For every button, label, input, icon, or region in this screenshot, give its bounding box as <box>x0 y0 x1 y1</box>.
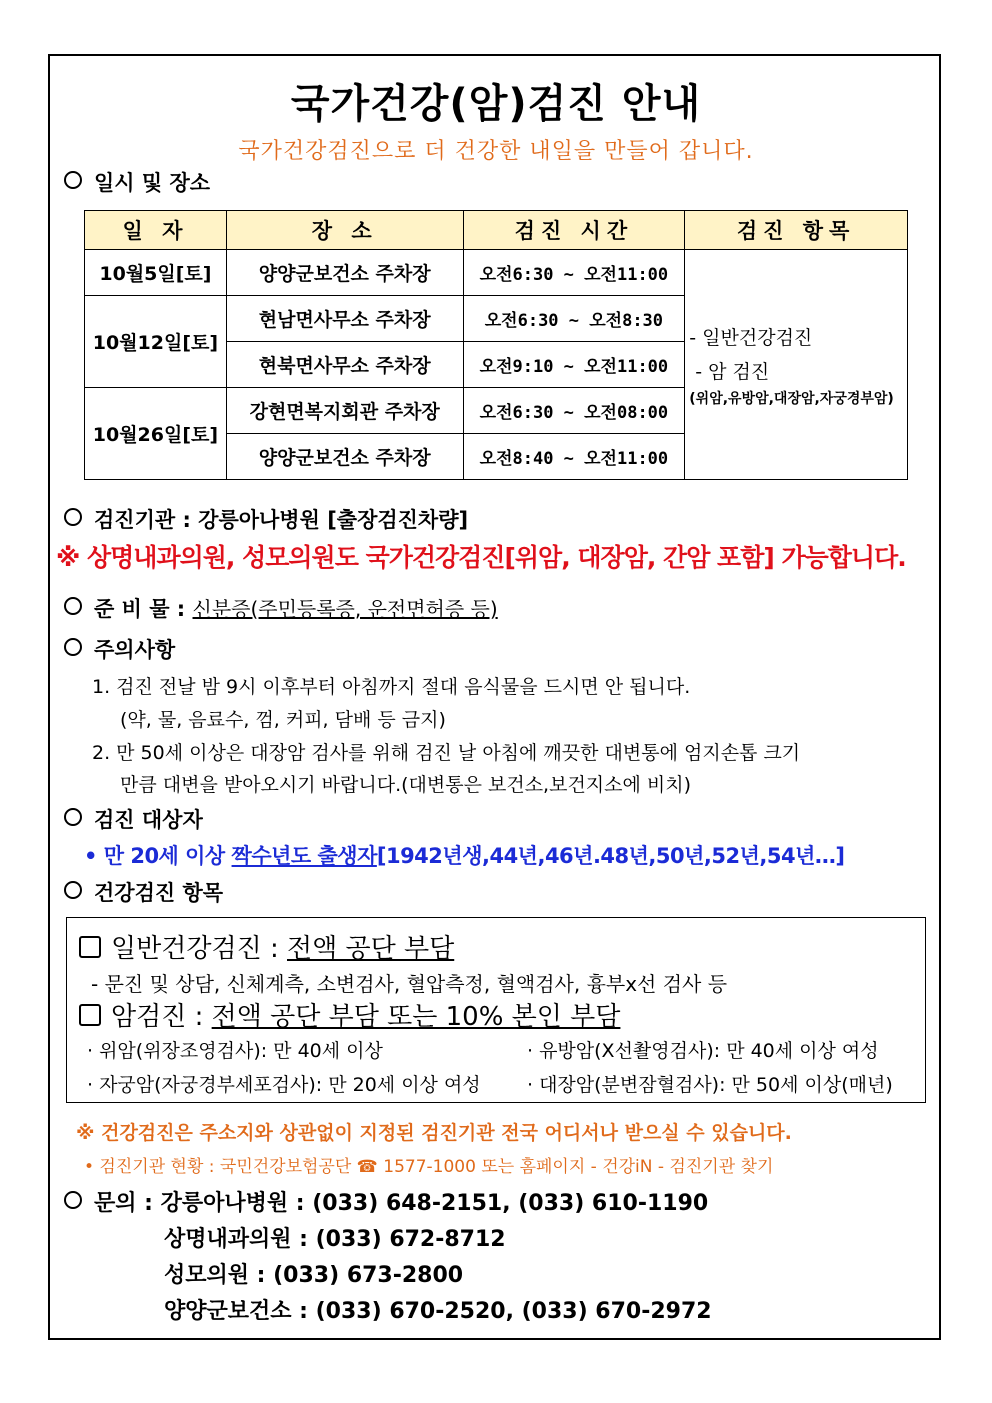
exam-items-cell <box>685 250 908 480</box>
cancer-item: · 자궁암(자궁경부세포검사): 만 20세 이상 여성 <box>87 1074 481 1096</box>
exam-items-box <box>66 917 926 1103</box>
page-subtitle: 국가건강검진으로 더 건강한 내일을 만들어 갑니다. <box>238 139 754 164</box>
page-title: 국가건강(암)검진 안내 <box>290 81 702 127</box>
row-place: 현남면사무소 주차장 <box>226 296 463 342</box>
caution-2-cont: 만큼 대변을 받아오시기 바랍니다.(대변통은 보건소,보건지소에 비치) <box>120 774 692 796</box>
caution-1: 1. 검진 전날 밤 9시 이후부터 아침까지 절대 음식물을 드시면 안 됩니다. <box>92 676 691 698</box>
row-place: 강현면복지회관 주차장 <box>226 388 463 434</box>
exam-item-cancer: - 암 검진 <box>695 360 770 383</box>
schedule-table <box>84 210 908 480</box>
contact-line: 양양군보건소 : (033) 670-2520, (033) 670-2972 <box>164 1299 712 1324</box>
checkbox-square-icon <box>79 1004 101 1026</box>
row-time: 오전6:30 ~ 오전11:00 <box>463 250 685 296</box>
prep-value: 신분증(주민등록증, 운전면허증 등) <box>192 597 498 621</box>
row-place: 양양군보건소 주차장 <box>226 434 463 480</box>
target-line: • 만 20세 이상 짝수년도 출생자[1942년생,44년,46년.48년,50년,52년,54년…] <box>84 844 845 868</box>
cancer-item: · 대장암(분변잠혈검사): 만 50세 이상(매년) <box>527 1074 893 1096</box>
circle-bullet-icon <box>64 171 82 189</box>
row-date: 10월12일[토] <box>85 296 227 388</box>
row-time: 오전6:30 ~ 오전08:00 <box>463 388 685 434</box>
contact-line: 문의 : 강릉아나병원 : (033) 648-2151, (033) 610-1190 <box>64 1186 708 1217</box>
exam-item-general: - 일반건강검진 <box>689 326 813 349</box>
cautions-heading: 주의사항 <box>64 634 175 664</box>
cancer-exam-heading: 암검진 : 전액 공단 부담 또는 10% 본인 부담 <box>79 996 620 1033</box>
general-exam-detail: - 문진 및 상담, 신체계측, 소변검사, 혈압측정, 혈액검사, 흉부x선 검사 등 <box>91 972 728 996</box>
contact-line: 성모의원 : (033) 673-2800 <box>164 1263 464 1288</box>
target-even-years: 짝수년도 출생자 <box>231 844 377 868</box>
circle-bullet-icon <box>64 808 82 826</box>
institution-line: 검진기관 : 강릉아나병원 [출장검진차량] <box>64 504 468 534</box>
row-time: 오전6:30 ~ 오전8:30 <box>463 296 685 342</box>
circle-bullet-icon <box>64 508 82 526</box>
clinic-notice: ※ 상명내과의원, 성모의원도 국가건강검진[위암, 대장암, 간암 포함] 가능합니다. <box>56 543 906 572</box>
institution-lookup: • 검진기관 현황 : 국민건강보험공단 ☎ 1577-1000 또는 홈페이지 - 건강iN - 검진기관 찾기 <box>84 1157 774 1177</box>
row-date: 10월5일[토] <box>85 250 227 296</box>
circle-bullet-icon <box>64 638 82 656</box>
row-place: 양양군보건소 주차장 <box>226 250 463 296</box>
table-header-row <box>85 211 908 250</box>
header-items: 검진 항목 <box>685 211 908 250</box>
exam-item-cancer-types: (위암,유방암,대장암,자궁경부암) <box>689 390 894 407</box>
row-place: 현북면사무소 주차장 <box>226 342 463 388</box>
header-place: 장 소 <box>226 211 463 250</box>
row-date: 10월26일[토] <box>85 388 227 480</box>
checkbox-square-icon <box>79 936 101 958</box>
caution-1-note: (약, 물, 음료수, 껌, 커피, 담배 등 금지) <box>120 709 446 731</box>
prep-line: 준 비 물 : 신분증(주민등록증, 운전면허증 등) <box>64 593 498 623</box>
nationwide-notice: ※ 건강검진은 주소지와 상관없이 지정된 검진기관 전국 어디서나 받으실 수 있습니다. <box>76 1122 792 1144</box>
row-time: 오전9:10 ~ 오전11:00 <box>463 342 685 388</box>
items-heading: 건강검진 항목 <box>64 877 223 907</box>
cancer-item: · 유방암(X선촬영검사): 만 40세 이상 여성 <box>527 1040 879 1062</box>
header-time: 검진 시간 <box>463 211 685 250</box>
general-exam-heading: 일반건강검진 : 전액 공단 부담 <box>79 928 454 965</box>
table-row <box>85 250 908 296</box>
target-heading: 검진 대상자 <box>64 804 203 834</box>
row-time: 오전8:40 ~ 오전11:00 <box>463 434 685 480</box>
header-date: 일 자 <box>85 211 227 250</box>
contact-line: 상명내과의원 : (033) 672-8712 <box>164 1227 506 1252</box>
circle-bullet-icon <box>64 881 82 899</box>
circle-bullet-icon <box>64 597 82 615</box>
caution-2: 2. 만 50세 이상은 대장암 검사를 위해 검진 날 아침에 깨끗한 대변통에 엄지손톱 크기 <box>92 742 801 764</box>
schedule-heading: 일시 및 장소 <box>64 167 210 197</box>
circle-bullet-icon <box>64 1191 82 1209</box>
cancer-item: · 위암(위장조영검사): 만 40세 이상 <box>87 1040 383 1062</box>
